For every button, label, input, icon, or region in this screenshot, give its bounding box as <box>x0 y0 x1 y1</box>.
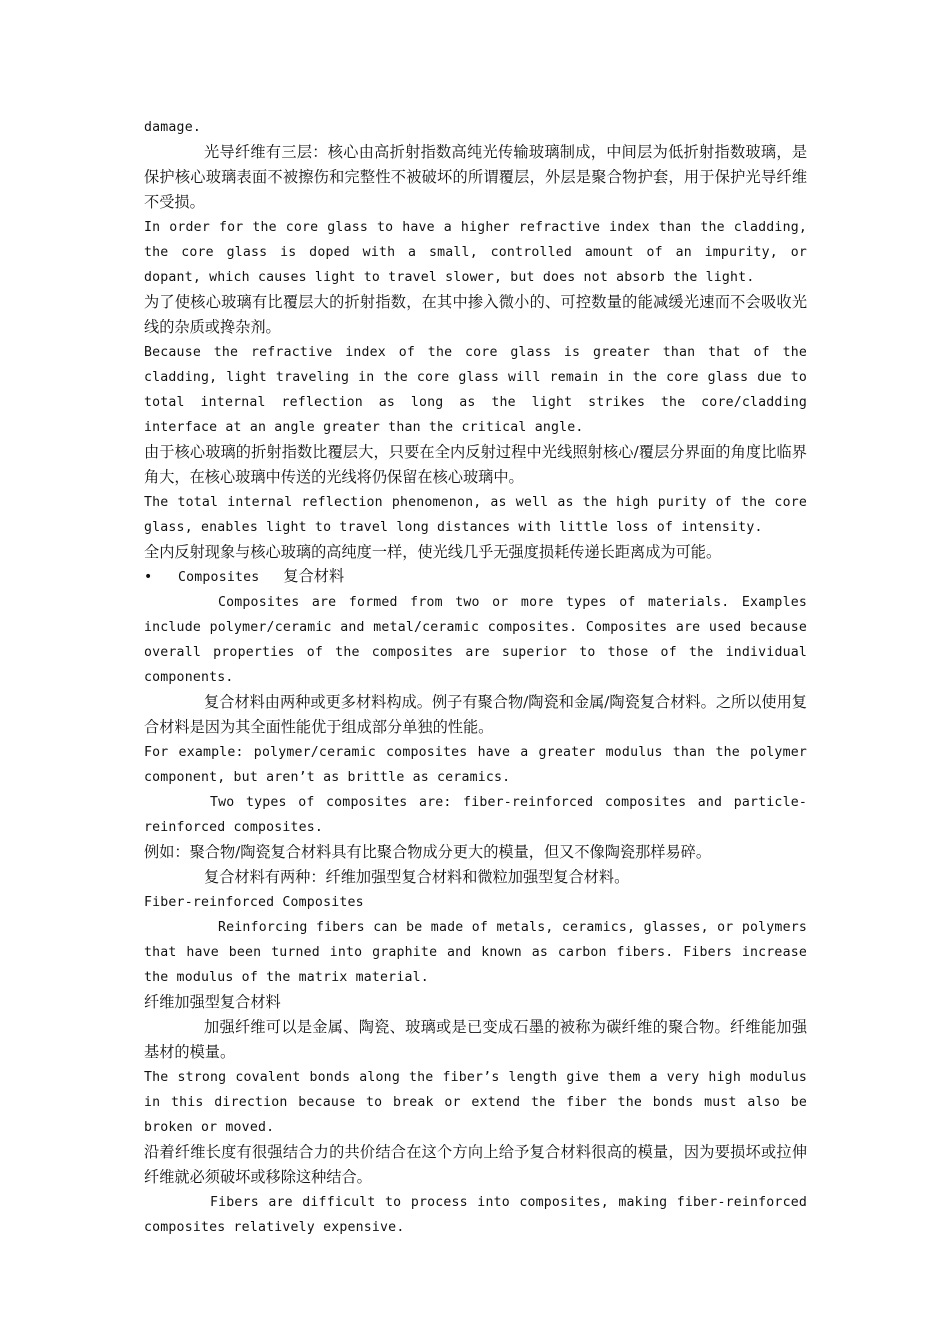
paragraph-core-doping-en: In order for the core glass to have a higher refractive index than the cladding, the core glass is doped with a small, controlled amount of an impurity, or dopant, which causes light to travel slower, but does not absorb the light. <box>144 220 807 285</box>
section-heading-fiber-reinforced: Fiber-reinforced Composites <box>144 895 364 910</box>
paragraph-long-distance-en: The total internal reflection phenomenon, as well as the high purity of the core glass, enables light to travel long distances with little loss of intensity. <box>144 495 807 535</box>
paragraph-fiber-cost-en: Fibers are difficult to process into composites, making fiber-reinforced composites relatively expensive. <box>144 1195 807 1235</box>
paragraph-covalent-bonds-en: The strong covalent bonds along the fiber’s length give them a very high modulus in this direction because to break or extend the fiber the bonds must also be broken or moved. <box>144 1070 807 1135</box>
paragraph-long-distance-zh: 全内反射现象与核心玻璃的高纯度一样，使光线几乎无强度损耗传递长距离成为可能。 <box>144 543 722 561</box>
paragraph-damage: damage. <box>144 120 201 135</box>
paragraph-reinforcing-fibers-zh: 加强纤维可以是金属、陶瓷、玻璃或是已变成石墨的被称为碳纤维的聚合物。纤维能加强基材的模量。 <box>144 1018 807 1061</box>
paragraph-composites-intro-zh: 复合材料由两种或更多材料构成。例子有聚合物/陶瓷和金属/陶瓷复合材料。之所以使用复合材料是因为其全面性能优于组成部分单独的性能。 <box>144 693 807 736</box>
document-page <box>144 115 807 1240</box>
paragraph-covalent-bonds-zh: 沿着纤维长度有很强结合力的共价结合在这个方向上给予复合材料很高的模量，因为要损坏或拉伸纤维就必须破坏或移除这种结合。 <box>144 1143 807 1186</box>
paragraph-composites-intro-en: Composites are formed from two or more types of materials. Examples include polymer/ceramic and metal/ceramic composites. Composites are used because overall properties of the composites are superior to those of the individual components. <box>144 595 807 685</box>
paragraph-two-types-zh: 复合材料有两种：纤维加强型复合材料和微粒加强型复合材料。 <box>204 868 630 886</box>
bullet-heading-label: Composites <box>178 570 260 585</box>
paragraph-core-doping-zh: 为了使核心玻璃有比覆层大的折射指数，在其中掺入微小的、可控数量的能减缓光速而不会吸收光线的杂质或搀杂剂。 <box>144 293 807 336</box>
paragraph-two-types-en: Two types of composites are: fiber-reinforced composites and particle-reinforced composites. <box>144 795 807 835</box>
paragraph-fiber-layers-zh: 光导纤维有三层：核心由高折射指数高纯光传输玻璃制成，中间层为低折射指数玻璃，是保护核心玻璃表面不被擦伤和完整性不被破坏的所谓覆层，外层是聚合物护套，用于保护光导纤维不受损。 <box>144 143 807 211</box>
paragraph-example-en: For example: polymer/ceramic composites have a greater modulus than the polymer component, but aren’t as brittle as ceramics. <box>144 745 807 785</box>
composites-bullet-heading <box>144 565 807 590</box>
paragraph-reinforcing-fibers-en: Reinforcing fibers can be made of metals, ceramics, glasses, or polymers that have been turned into graphite and known as carbon fibers. Fibers increase the modulus of the matrix material. <box>144 920 807 985</box>
paragraph-total-reflection-zh: 由于核心玻璃的折射指数比覆层大，只要在全内反射过程中光线照射核心/覆层分界面的角度比临界角大，在核心玻璃中传送的光线将仍保留在核心玻璃中。 <box>144 443 807 486</box>
paragraph-total-reflection-en: Because the refractive index of the core glass is greater than that of the cladding, light traveling in the core glass will remain in the core glass due to total internal reflection as long as the light strikes the core/cladding interface at an angle greater than the critical angle. <box>144 345 807 435</box>
bullet-icon: • <box>144 569 153 585</box>
paragraph-example-zh: 例如：聚合物/陶瓷复合材料具有比聚合物成分更大的模量，但又不像陶瓷那样易碎。 <box>144 843 712 861</box>
bullet-heading-label-zh: 复合材料 <box>283 567 345 585</box>
section-heading-fiber-reinforced-zh: 纤维加强型复合材料 <box>144 993 281 1011</box>
